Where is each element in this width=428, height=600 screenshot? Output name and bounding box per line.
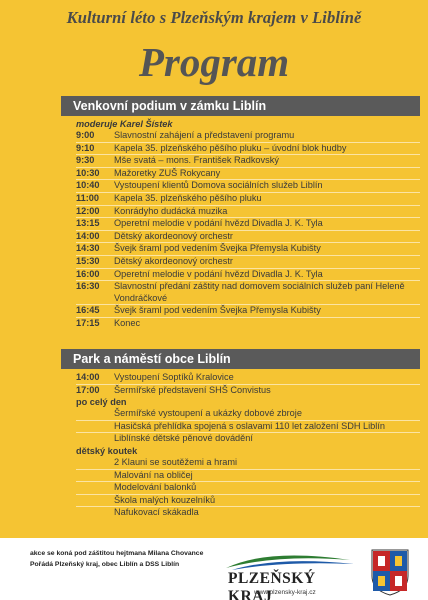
schedule-text: Liblínské dětské pěnové dovádění	[114, 433, 253, 444]
schedule-row	[76, 280, 420, 304]
schedule-text: Šermířské vystoupení a ukázky dobové zbroje	[114, 408, 302, 419]
schedule-time: 16:00	[76, 268, 100, 279]
section-heading-park: Park a náměstí obce Liblín	[61, 349, 420, 369]
schedule-row	[76, 230, 420, 243]
logo-swoosh-icon	[218, 550, 358, 572]
coat-of-arms-icon	[370, 548, 410, 596]
schedule-row	[76, 372, 420, 384]
schedule-text: 2 Klauni se soutěžemi a hrami	[114, 456, 238, 467]
schedule-list-park	[76, 372, 420, 396]
schedule-time: 16:30	[76, 281, 100, 292]
kids-label: dětský koutek	[76, 445, 138, 456]
footer-text	[30, 548, 203, 570]
schedule-text: Mažoretky ZUŠ Rokycany	[114, 167, 221, 178]
schedule-text: Mše svatá – mons. František Radkovský	[114, 155, 279, 166]
schedule-row	[76, 167, 420, 180]
schedule-time	[76, 421, 114, 433]
schedule-time	[76, 408, 114, 420]
schedule-row	[76, 255, 420, 268]
schedule-text: Hasičská přehlídka spojená s oslavami 110 let založení SDH Liblín	[114, 420, 385, 431]
schedule-row	[76, 268, 420, 281]
schedule-time	[76, 470, 114, 482]
schedule-text: Slavnostní zahájení a představení programu	[114, 130, 295, 140]
schedule-text: Šermířské představení SHŠ Convistus	[114, 384, 271, 395]
schedule-time: 9:00	[76, 130, 95, 140]
schedule-time: 10:40	[76, 180, 100, 191]
schedule-time: 11:00	[76, 192, 99, 203]
schedule-time: 16:45	[76, 305, 100, 316]
schedule-row	[76, 205, 420, 218]
schedule-row	[76, 304, 420, 317]
schedule-text: Dětský akordeonový orchestr	[114, 255, 233, 266]
allday-list	[76, 408, 420, 445]
schedule-row	[76, 192, 420, 205]
kids-list	[76, 457, 420, 519]
schedule-text: Škola malých kouzelníků	[114, 494, 216, 505]
section-heading-podium: Venkovní podium v zámku Liblín	[61, 96, 420, 116]
schedule-text: Modelování balonků	[114, 482, 197, 493]
footer-organizers: Pořádá Plzeňský kraj, obec Liblín a DSS Liblín	[30, 561, 180, 568]
schedule-row	[76, 217, 420, 230]
schedule-text: Nafukovací skákadla	[114, 507, 199, 518]
schedule-time	[76, 482, 114, 494]
schedule-time	[76, 495, 114, 507]
schedule-text: Vystoupení klientů Domova sociálních služeb Liblín	[114, 180, 323, 191]
schedule-time: 17:00	[76, 384, 100, 395]
schedule-time: 14:00	[76, 372, 100, 382]
schedule-text: Dětský akordeonový orchestr	[114, 230, 233, 241]
section-list-park	[76, 372, 420, 519]
schedule-text: Konec	[114, 317, 141, 328]
schedule-list-podium	[76, 130, 420, 330]
schedule-row	[76, 457, 420, 469]
schedule-row	[76, 142, 420, 155]
schedule-time	[76, 457, 114, 469]
schedule-text: Kapela 35. plzeňského pěšího pluku	[114, 192, 262, 203]
schedule-row	[76, 420, 420, 433]
logo-url: www.plzensky-kraj.cz	[254, 589, 316, 596]
schedule-time: 17:15	[76, 317, 100, 328]
schedule-time: 10:30	[76, 167, 100, 178]
schedule-text: Švejk šraml pod vedením Švejka Přemysla Kubišty	[114, 305, 321, 316]
schedule-text: Operetní melodie v podání hvězd Divadla J. K. Tyla	[114, 218, 323, 229]
schedule-time: 14:00	[76, 230, 100, 241]
section-list-podium	[76, 118, 420, 330]
schedule-text: Vystoupení Soptíků Kralovice	[114, 372, 234, 382]
schedule-time: 12:00	[76, 205, 100, 216]
schedule-time: 13:15	[76, 218, 100, 229]
schedule-row	[76, 317, 420, 330]
schedule-text: Malování na obličej	[114, 469, 193, 480]
schedule-row	[76, 506, 420, 519]
schedule-row	[76, 154, 420, 167]
schedule-text: Konrádyho dudácká muzika	[114, 205, 228, 216]
schedule-time: 9:10	[76, 142, 95, 153]
schedule-time	[76, 507, 114, 519]
schedule-text: Kapela 35. plzeňského pěšího pluku – úvodní blok hudby	[114, 142, 347, 153]
schedule-row	[76, 494, 420, 507]
schedule-time: 9:30	[76, 155, 95, 166]
schedule-text: Švejk šraml pod vedením Švejka Přemysla Kubišty	[114, 243, 321, 254]
program-title: Program	[138, 39, 290, 85]
schedule-row	[76, 481, 420, 494]
schedule-row	[76, 469, 420, 482]
event-subtitle: Kulturní léto s Plzeňským krajem v Liblíně	[66, 8, 362, 27]
logo-wordmark: PLZEŇSKÝ KRAJ	[228, 570, 316, 600]
footer-patronage: akce se koná pod záštitou hejtmana Milana Chovance	[30, 550, 204, 557]
schedule-row	[76, 179, 420, 192]
schedule-row	[76, 384, 420, 397]
schedule-time: 14:30	[76, 243, 100, 254]
plzensky-kraj-logo	[218, 550, 358, 598]
schedule-row	[76, 432, 420, 445]
schedule-time	[76, 433, 114, 445]
schedule-text: Slavnostní předání záštity nad domovem sociálních služeb paní Heleně Vondráčkové	[114, 281, 405, 303]
allday-label: po celý den	[76, 397, 127, 408]
schedule-row	[76, 242, 420, 255]
schedule-row	[76, 408, 420, 420]
schedule-time: 15:30	[76, 255, 100, 266]
host-label: moderuje Karel Šístek	[76, 119, 173, 129]
schedule-text: Operetní melodie v podání hvězd Divadla J. K. Tyla	[114, 268, 323, 279]
schedule-row	[76, 130, 420, 142]
